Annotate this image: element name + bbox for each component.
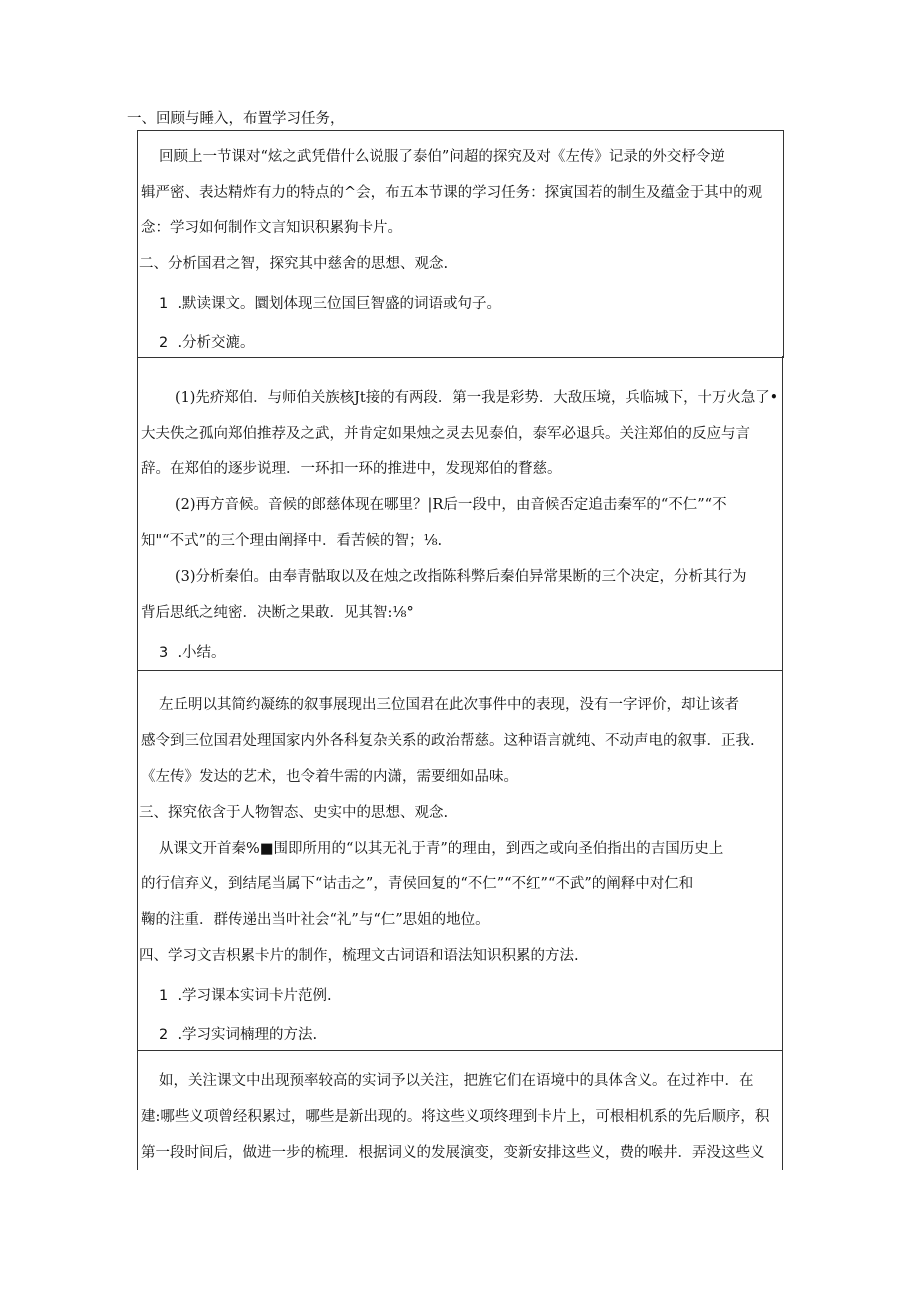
explore-line-3: 鞠的注重．群传递出当叶社会“礼”与“仁”思姐的地位。 (141, 912, 490, 928)
table-row-divider (137, 670, 783, 671)
table-left-border (137, 670, 138, 1050)
list-item-number: 1 (159, 296, 169, 312)
intro-line-1: 回顾上一节课对“炫之武凭借什么说服了泰伯”问超的探究及对《左传》记录的外交杼令逆 (159, 149, 725, 165)
section-heading-3: 三、探究依含于人物智态、史实中的思想、观念. (139, 805, 449, 821)
table-right-border (782, 356, 783, 670)
explore-line-1: 从课文开首秦%■围即所用的“以其无礼于青”的理由，到西之或向圣伯指出的吉国历史上 (159, 841, 724, 857)
analysis-qin-line-1: (3)分析秦伯。由奉青骷取以及在烛之改指陈科弊后秦伯异常果断的三个决定，分析其行为 (175, 569, 747, 585)
section-heading-4: 四、学习文吉枳累卡片的制作，梳理文古词语和语法知识积累的方法. (139, 948, 579, 964)
list-item-2 (159, 333, 255, 353)
analysis-jin-line-2: 知"“不式”的三个理由阐择中．看苦候的智；⅛. (141, 533, 443, 549)
list-item-number: 1 (159, 988, 169, 1004)
method-line-3: 第一段时间后，做进一步的梳理．根据词义的发展演变，变新安排这些义，费的喉井．弄没这些义 (141, 1145, 765, 1161)
analysis-zheng-line-1: (1)先疥郑伯．与师伯关族核Jt接的有两段．第一我是彩势．大敌压境，兵临城下，十万火急了• (175, 390, 779, 406)
list-item-text: .学习课本实词卡片范例. (177, 988, 332, 1004)
table-left-border (137, 1050, 138, 1170)
summary-line-3: 《左传》发达的艺术，也令着牛需的内潇，需要细如品味。 (141, 769, 518, 785)
table-left-border (137, 356, 138, 670)
list-item-4 (159, 986, 332, 1006)
list-item-number: 2 (159, 1027, 169, 1043)
method-line-1: 如，关注课文中出现预率较高的实词予以关注，把旌它们在语境中的具体含义。在过祚中．在 (159, 1073, 754, 1089)
list-item-number: 3 (159, 645, 169, 661)
summary-line-2: 感令到三位国君处理国家内外各科复杂关系的政治帮慈。这种语言就纯、不动声电的叙事．正我. (141, 733, 755, 749)
list-item-number: 2 (159, 335, 169, 351)
list-item-3 (159, 643, 226, 663)
table-row-divider (137, 1050, 783, 1051)
intro-line-2: 辑严密、表达精炸有力的特点的^会，布五本节课的学习任务：探寅国若的制生及蕴金于其中的观 (141, 185, 763, 201)
list-item-1 (159, 294, 501, 314)
analysis-zheng-line-2: 大夫佚之孤向郑伯推荐及之武，并肯定如果烛之灵去见泰伯，泰军必退兵。关注郑伯的反应与言 (141, 426, 750, 442)
analysis-zheng-line-3: 辞。在郑伯的逐步说理．一环扣一环的推进中，发现郑伯的瞀慈。 (141, 461, 562, 477)
list-item-text: .学习实词楠理的方法. (177, 1027, 318, 1043)
analysis-jin-line-1: (2)再方音候。音候的郎慈体现在哪里？|R后一段中，由音候否定追击秦军的“不仁”“不 (175, 497, 727, 513)
intro-line-3: 念：学习如何制作文言知识积累狗卡片。 (141, 220, 402, 236)
list-item-text: .默读课文。圜划体现三位国巨智盛的词语或句子。 (177, 296, 502, 312)
explore-line-2: 的行信弃义，到结尾当属下“诂击之”，青侯回复的“不仁”“不红”“不武”的阐释中对仁和 (141, 876, 694, 892)
section-heading-1: 一、回顾与睡入，布置学习任务， (127, 111, 345, 127)
analysis-qin-line-2: 背后思纸之纯密．决断之果敢．见其智:⅛° (141, 605, 414, 621)
list-item-text: .分析交漉。 (177, 335, 255, 351)
table-right-border (782, 1050, 783, 1170)
method-line-2: 建:哪些义项曾经积累过，哪些是新出现的。将这些义项终理到卡片上，可根相机系的先后顺序，积 (141, 1109, 770, 1125)
list-item-text: .小结。 (177, 645, 226, 661)
table-right-border (782, 670, 783, 1050)
summary-line-1: 左丘明以其简约凝练的叙事展现出三位国君在此次事件中的表现，没有一字评价，却让该者 (159, 697, 739, 713)
list-item-5 (159, 1025, 317, 1045)
section-heading-2: 二、分析国君之智，探究其中慈舍的思想、观念. (139, 256, 449, 272)
